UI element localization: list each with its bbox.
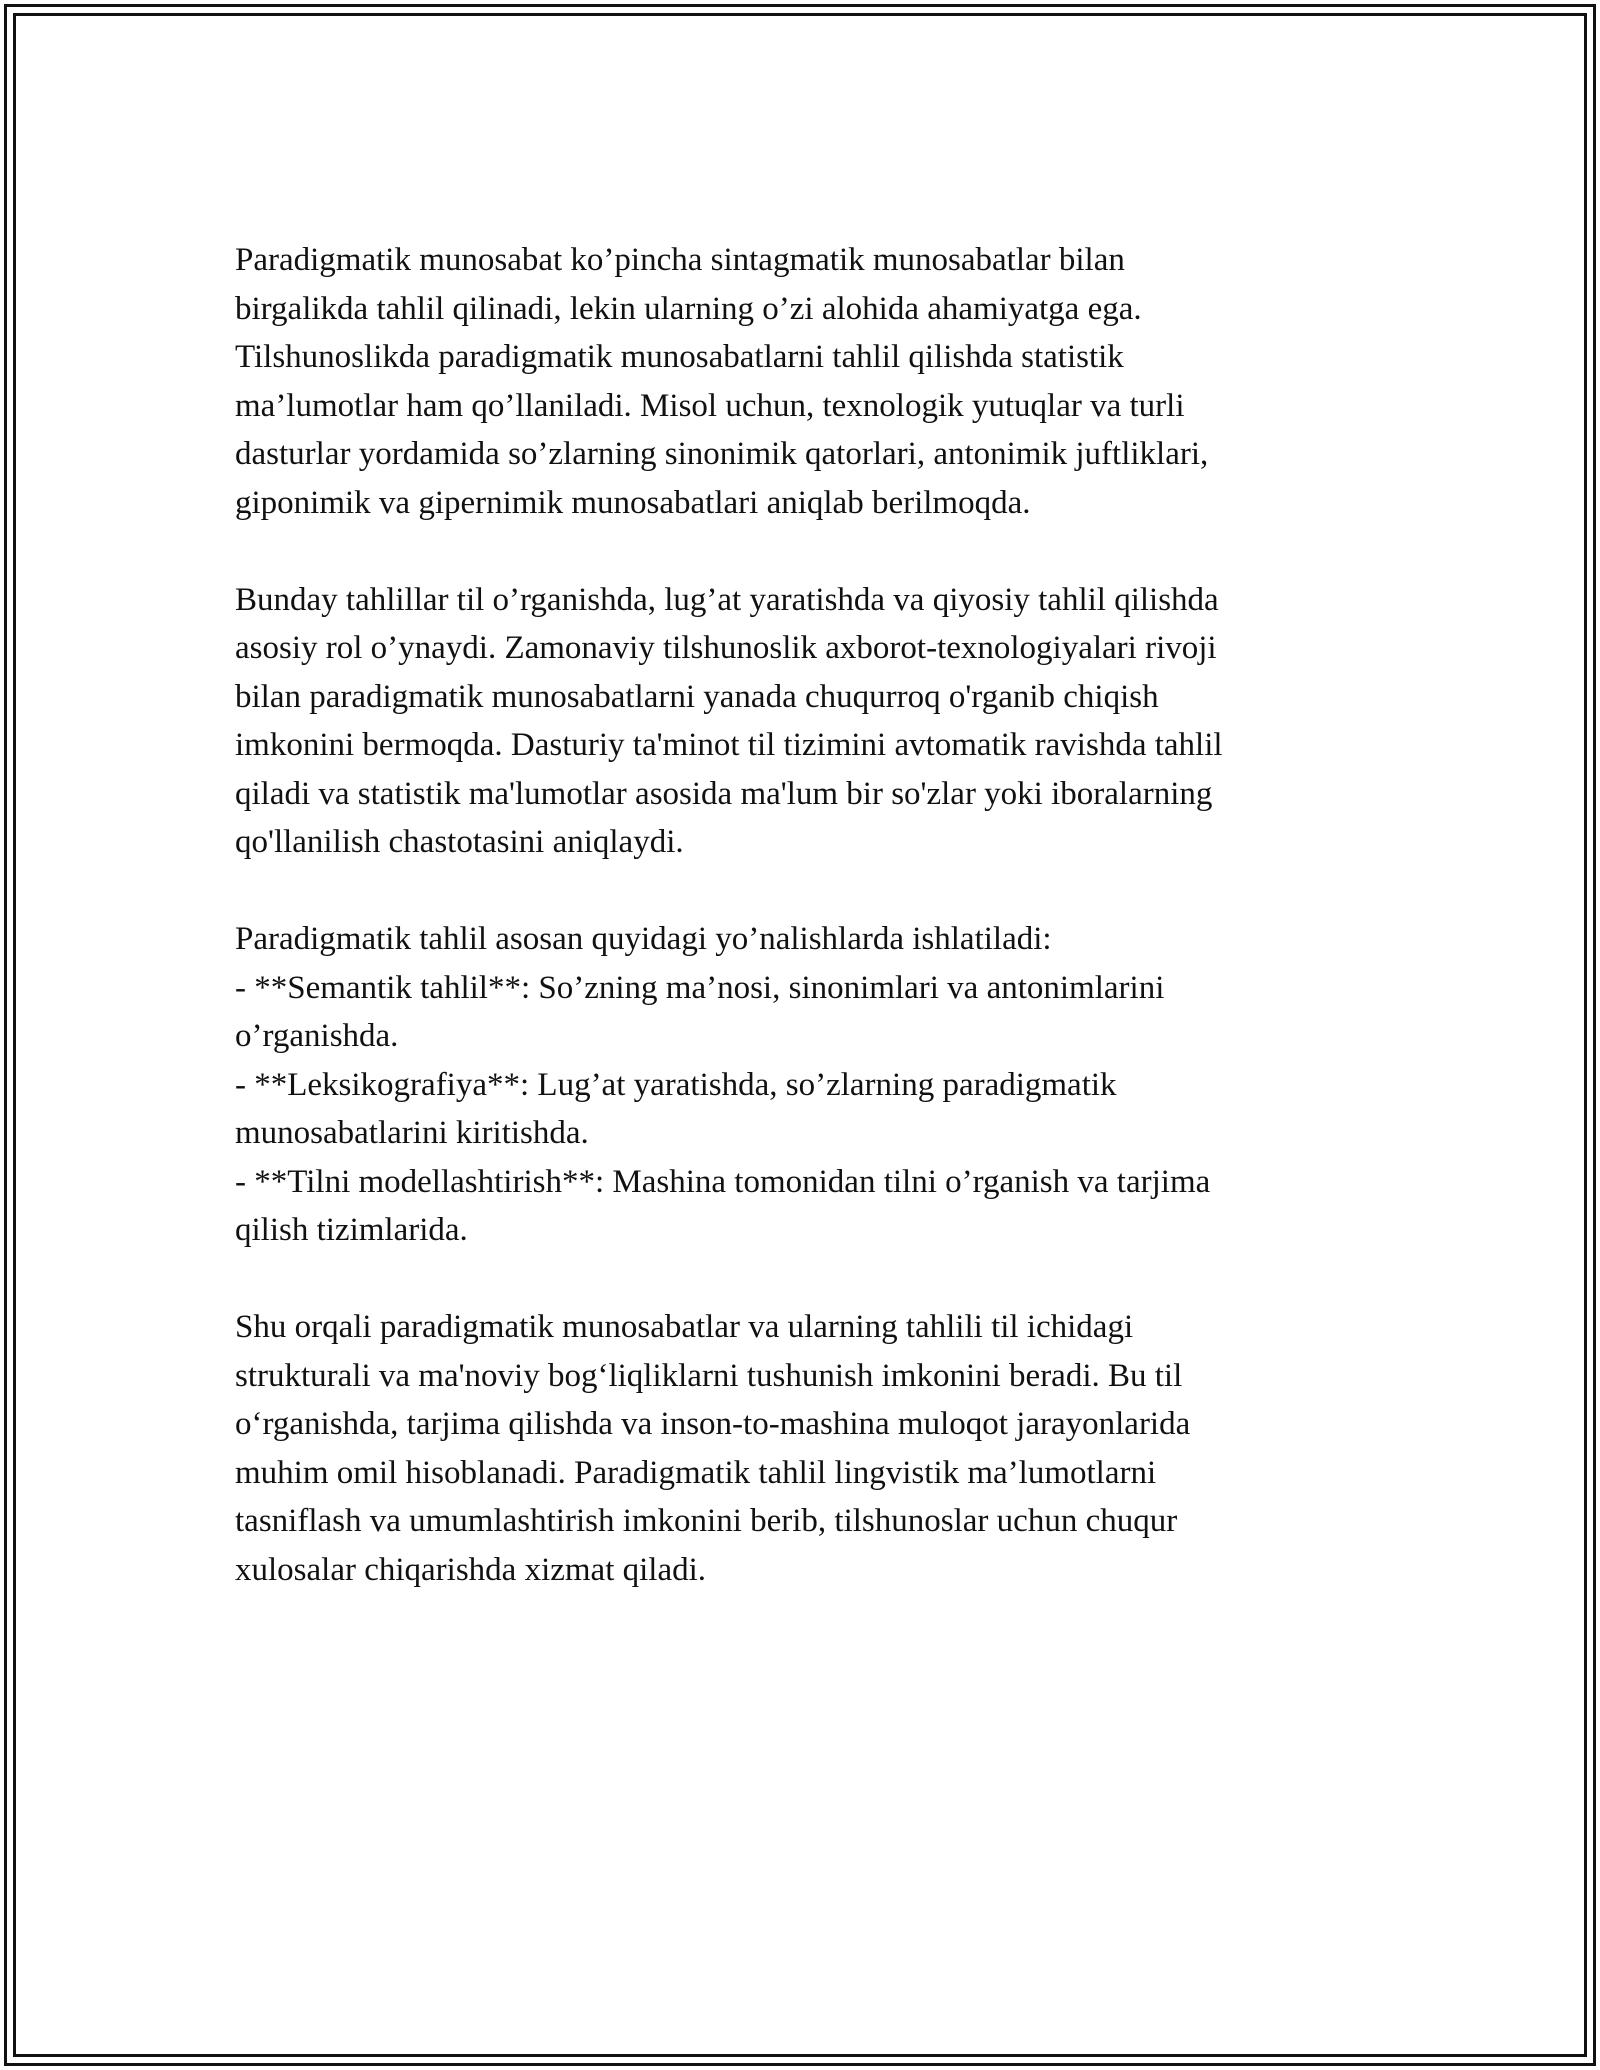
paragraph-2-line: bilan paradigmatik munosabatlarni yanada chuqurroq o'rganib chiqish — [235, 678, 1159, 715]
usage-list — [235, 915, 1365, 1255]
usage-list-item-continuation: o’rganishda. — [235, 1018, 399, 1054]
paragraph-4-line: tasniflash va umumlashtirish imkonini berib, tilshunoslar uchun chuqur — [235, 1503, 1178, 1539]
paragraph-1 — [235, 236, 1365, 527]
usage-list-item-continuation: qilish tizimlarida. — [235, 1212, 468, 1248]
paragraph-4-line: Shu orqali paradigmatik munosabatlar va ularning tahlili til ichidagi — [235, 1309, 1134, 1345]
usage-list-item-continuation: munosabatlarini kiritishda. — [235, 1115, 589, 1151]
paragraph-1-line: Paradigmatik munosabat ko’pincha sintagmatik munosabatlar bilan — [235, 242, 1125, 278]
usage-list-item: - **Semantik tahlil**: So’zning ma’nosi, sinonimlari va antonimlarini — [235, 969, 1165, 1006]
paragraph-1-line: birgalikda tahlil qilinadi, lekin ularning o’zi alohida ahamiyatga ega. — [235, 290, 1142, 327]
paragraph-2 — [235, 576, 1365, 867]
paragraph-4-line: strukturali va ma'noviy bog‘liqliklarni tushunish imkonini beradi. Bu til — [235, 1357, 1183, 1394]
paragraph-2-line: qo'llanilish chastotasini aniqlaydi. — [235, 824, 684, 860]
document-body — [235, 236, 1365, 1643]
paragraph-2-line: qiladi va statistik ma'lumotlar asosida ma'lum bir so'zlar yoki iboralarning — [235, 775, 1213, 812]
paragraph-4-line: muhim omil hisoblanadi. Paradigmatik tahlil lingvistik ma’lumotlarni — [235, 1454, 1157, 1491]
paragraph-2-line: imkonini bermoqda. Dasturiy ta'minot til tizimini avtomatik ravishda tahlil — [235, 727, 1223, 763]
usage-list-item: - **Tilni modellashtirish**: Mashina tomonidan tilni o’rganish va tarjima — [235, 1163, 1211, 1200]
paragraph-4 — [235, 1303, 1365, 1594]
paragraph-4-line: xulosalar chiqarishda xizmat qiladi. — [235, 1551, 707, 1588]
usage-list-intro: Paradigmatik tahlil asosan quyidagi yo’nalishlarda ishlatiladi: — [235, 921, 1052, 957]
usage-list-item: - **Leksikografiya**: Lug’at yaratishda, so’zlarning paradigmatik — [235, 1066, 1117, 1103]
paragraph-1-line: Tilshunoslikda paradigmatik munosabatlarni tahlil qilishda statistik — [235, 339, 1124, 375]
paragraph-2-line: asosiy rol o’ynaydi. Zamonaviy tilshunoslik axborot-texnologiyalari rivoji — [235, 630, 1217, 666]
paragraph-2-line: Bunday tahlillar til o’rganishda, lug’at yaratishda va qiyosiy tahlil qilishda — [235, 581, 1219, 618]
paragraph-4-line: o‘rganishda, tarjima qilishda va inson-to-mashina muloqot jarayonlarida — [235, 1406, 1191, 1442]
paragraph-1-line: dasturlar yordamida so’zlarning sinonimik qatorlari, antonimik juftliklari, — [235, 436, 1209, 472]
paragraph-1-line: ma’lumotlar ham qo’llaniladi. Misol uchun, texnologik yutuqlar va turli — [235, 387, 1185, 424]
paragraph-1-line: giponimik va gipernimik munosabatlari aniqlab berilmoqda. — [235, 484, 1031, 521]
